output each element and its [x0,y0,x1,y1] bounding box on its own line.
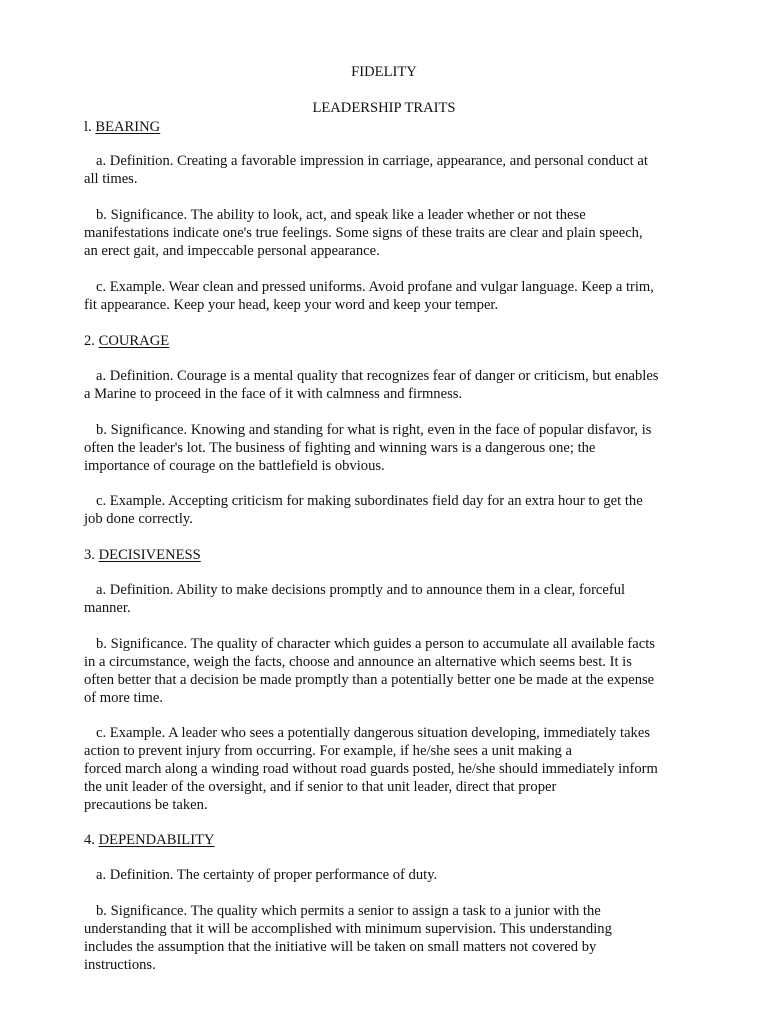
text-line: a Marine to proceed in the face of it with calmness and firmness. [84,386,463,402]
section-title: BEARING [95,119,161,135]
text-line: all times. [84,171,138,187]
bearing-example [84,278,684,314]
bearing-significance [84,206,684,260]
courage-significance [84,421,684,475]
section-number: 4. [84,832,95,848]
document-subtitle: LEADERSHIP TRAITS [312,100,456,116]
section-heading-decisiveness [84,546,201,564]
text-line: manner. [84,600,131,616]
text-line: the unit leader of the oversight, and if senior to that unit leader, direct that proper [84,779,557,795]
courage-example [84,492,684,528]
dependability-definition [84,866,684,884]
text-line: precautions be taken. [84,797,208,813]
section-title: DECISIVENESS [98,547,201,563]
section-title: COURAGE [98,333,170,349]
text-line: c. Example. Accepting criticism for making subordinates field day for an extra hour to get the [96,493,643,509]
text-line: a. Definition. Creating a favorable impression in carriage, appearance, and personal conduct at [96,153,648,169]
decisiveness-definition [84,581,684,617]
dependability-significance [84,902,684,974]
text-line: b. Significance. The ability to look, act, and speak like a leader whether or not these [96,207,586,223]
text-line: often the leader's lot. The business of fighting and winning wars is a dangerous one; the [84,440,596,456]
text-line: c. Example. A leader who sees a potentially dangerous situation developing, immediately takes [96,725,651,741]
bearing-definition [84,152,684,188]
section-heading-courage [84,332,169,350]
text-line: job done correctly. [84,511,193,527]
text-line: action to prevent injury from occurring. For example, if he/she sees a unit making a [84,743,572,759]
text-line: a. Definition. The certainty of proper performance of duty. [96,867,438,883]
document-title: FIDELITY [351,64,417,80]
text-line: b. Significance. Knowing and standing for what is right, even in the face of popular disfavor, is [96,422,652,438]
text-line: importance of courage on the battlefield is obvious. [84,458,385,474]
section-number: 3. [84,547,95,563]
text-line: an erect gait, and impeccable personal appearance. [84,243,380,259]
section-number: 2. [84,333,95,349]
text-line: forced march along a winding road without road guards posted, he/she should immediately inform [84,761,658,777]
section-heading-dependability [84,831,215,849]
decisiveness-significance [84,635,684,707]
text-line: often better that a decision be made promptly than a potentially better one be made at the expense [84,672,655,688]
section-title: DEPENDABILITY [98,832,215,848]
text-line: in a circumstance, weigh the facts, choose and announce an alternative which seems best. It is [84,654,632,670]
section-number: l. [84,119,92,135]
text-line: b. Significance. The quality of character which guides a person to accumulate all available facts [96,636,655,652]
text-line: a. Definition. Ability to make decisions promptly and to announce them in a clear, forceful [96,582,626,598]
text-line: manifestations indicate one's true feelings. Some signs of these traits are clear and plain speech, [84,225,643,241]
text-line: a. Definition. Courage is a mental quality that recognizes fear of danger or criticism, but enables [96,368,659,384]
text-line: understanding that it will be accomplished with minimum supervision. This understanding [84,921,612,937]
decisiveness-example [84,724,684,814]
text-line: fit appearance. Keep your head, keep your word and keep your temper. [84,297,499,313]
section-heading-bearing [84,118,160,136]
text-line: includes the assumption that the initiative will be taken on small matters not covered by [84,939,597,955]
text-line: instructions. [84,957,156,973]
courage-definition [84,367,684,403]
text-line: b. Significance. The quality which permits a senior to assign a task to a junior with the [96,903,601,919]
text-line: c. Example. Wear clean and pressed uniforms. Avoid profane and vulgar language. Keep a trim, [96,279,654,295]
text-line: of more time. [84,690,164,706]
